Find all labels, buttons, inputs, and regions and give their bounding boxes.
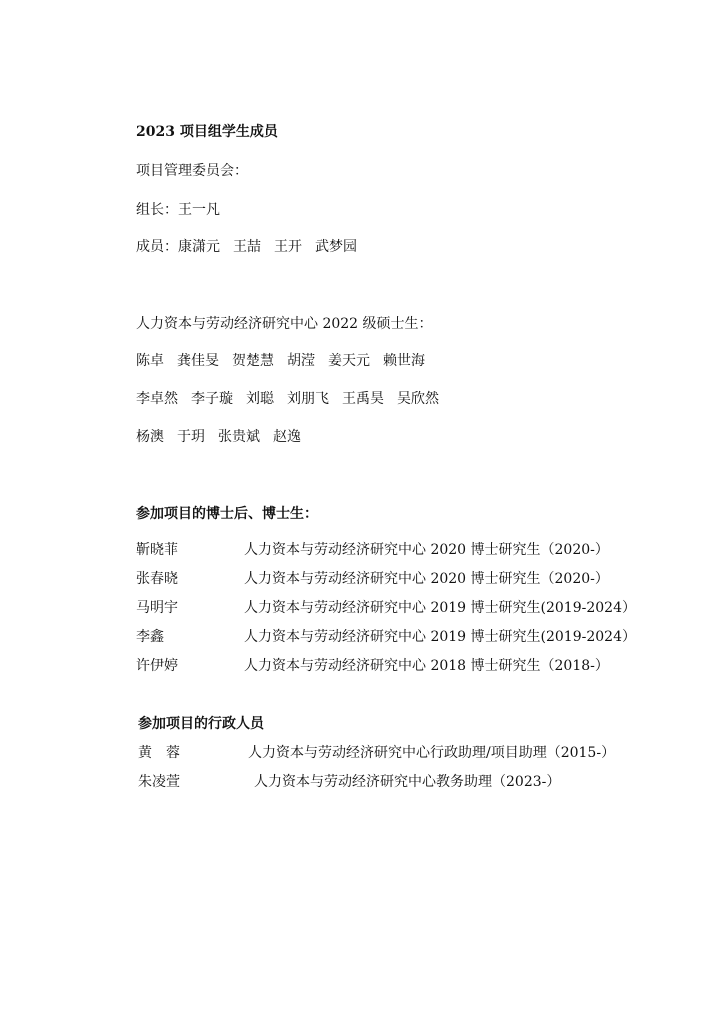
committee-label: 项目管理委员会： [136,163,248,179]
person-name: 黄 蓉 [138,745,180,761]
member-name: 康潇元 [178,239,220,255]
person-name: 许伊婷 [136,658,178,674]
members-prefix: 成员： [136,239,178,255]
person-name: 李鑫 [136,629,164,645]
student-name: 陈卓 [136,353,164,369]
student-name: 吴欣然 [397,391,439,407]
leader-line: 组长：王一凡 [136,202,220,218]
student-name: 李卓然 [136,391,178,407]
student-name: 刘聪 [246,391,274,407]
person-description: 人力资本与劳动经济研究中心 2019 博士研究生(2019-2024） [244,629,636,645]
members-line [136,238,357,256]
person-name: 张春晓 [136,571,178,587]
student-name: 王禹昊 [342,391,384,407]
student-name: 于玥 [177,429,205,445]
student-name: 贺楚慧 [232,353,274,369]
person-description: 人力资本与劳动经济研究中心 2018 博士研究生（2018-） [244,658,609,674]
person-name: 靳晓菲 [136,542,178,558]
student-name: 龚佳旻 [177,353,219,369]
person-description: 人力资本与劳动经济研究中心 2020 博士研究生（2020-） [244,571,609,587]
person-name: 马明宇 [136,600,178,616]
masters-row-1 [136,352,425,370]
student-name: 赵逸 [273,429,301,445]
doctoral-heading: 参加项目的博士后、博士生： [136,506,318,522]
member-name: 王开 [274,239,302,255]
student-name: 杨澳 [136,429,164,445]
admin-heading: 参加项目的行政人员 [138,716,264,732]
masters-row-2 [136,390,439,408]
person-name: 朱凌萱 [138,774,180,790]
person-description: 人力资本与劳动经济研究中心 2020 博士研究生（2020-） [244,542,609,558]
person-description: 人力资本与劳动经济研究中心 2019 博士研究生(2019-2024） [244,600,636,616]
student-name: 赖世海 [383,353,425,369]
student-name: 张贵斌 [218,429,260,445]
student-name: 姜天元 [328,353,370,369]
student-name: 胡滢 [287,353,315,369]
students-heading: 2023 项目组学生成员 [136,124,278,140]
student-name: 李子璇 [191,391,233,407]
member-name: 武梦园 [315,239,357,255]
student-name: 刘朋飞 [287,391,329,407]
masters-heading: 人力资本与劳动经济研究中心 2022 级硕士生： [136,316,433,332]
masters-row-3 [136,428,301,446]
person-description: 人力资本与劳动经济研究中心教务助理（2023-） [254,774,561,790]
person-description: 人力资本与劳动经济研究中心行政助理/项目助理（2015-） [248,745,616,761]
member-name: 王喆 [233,239,261,255]
